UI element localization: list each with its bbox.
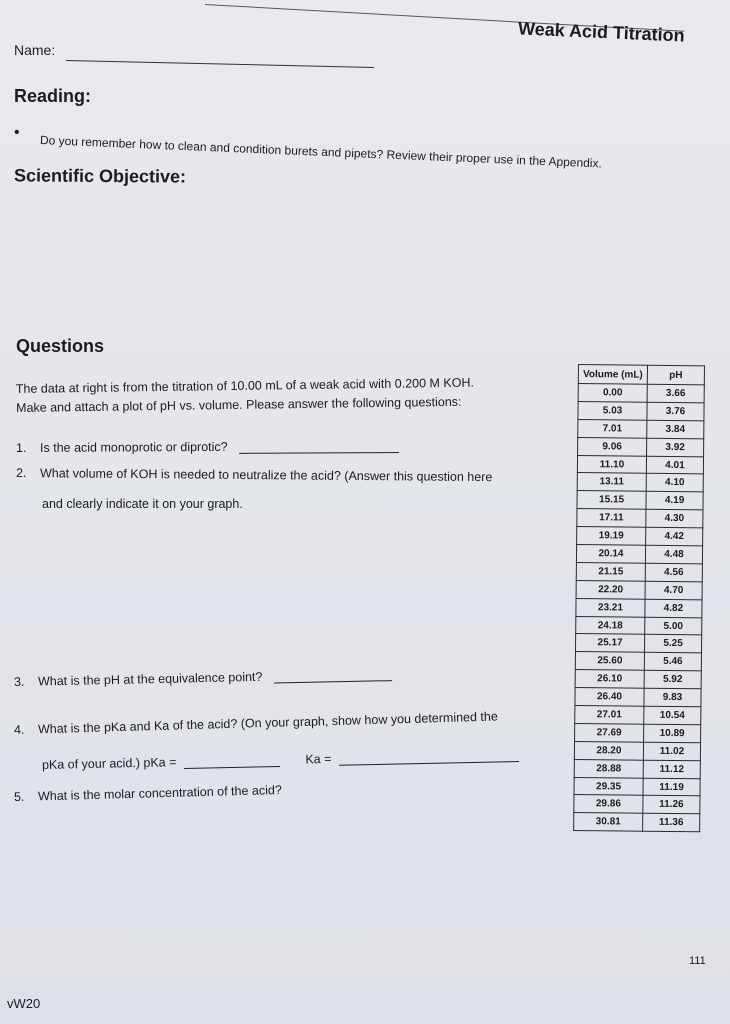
table-row [576, 545, 702, 564]
ph-cell: 10.54 [644, 706, 701, 724]
table-row [577, 509, 703, 528]
volume-cell: 20.14 [576, 545, 645, 564]
reading-heading: Reading: [14, 86, 92, 106]
ph-cell: 3.66 [647, 384, 704, 402]
objective-heading: Scientific Objective: [13, 165, 187, 187]
ph-cell: 4.82 [645, 599, 702, 617]
table-row [574, 741, 700, 760]
ph-cell: 11.12 [643, 760, 700, 778]
ph-cell: 4.48 [645, 545, 702, 563]
table-row [576, 616, 702, 635]
name-label: Name: [14, 42, 56, 58]
question-2 [16, 466, 492, 484]
question-4-text: What is the pKa and Ka of the acid? (On your graph, show how you determined the [37, 709, 499, 737]
table-body [574, 384, 705, 833]
questions-intro [16, 374, 475, 418]
volume-cell: 7.01 [578, 419, 647, 438]
volume-cell: 0.00 [578, 384, 647, 403]
volume-cell: 15.15 [577, 491, 646, 510]
ph-cell: 4.30 [646, 509, 703, 527]
table-row [577, 527, 703, 546]
ph-cell: 3.92 [647, 438, 704, 456]
question-1-answer-blank[interactable] [239, 440, 399, 454]
volume-cell: 23.21 [576, 598, 645, 617]
table-row [577, 491, 703, 510]
question-3-number: 3. [13, 674, 25, 689]
ph-cell: 4.70 [645, 581, 702, 599]
volume-cell: 24.18 [576, 616, 645, 635]
table-row [578, 384, 704, 403]
question-1 [16, 439, 399, 455]
table-row [577, 473, 703, 492]
questions-heading: Questions [16, 336, 105, 356]
question-4-pka-label: pKa of your acid.) pKa = [41, 755, 177, 772]
question-4-continued [42, 748, 519, 772]
question-2-number: 2. [15, 466, 27, 481]
volume-cell: 28.20 [574, 741, 643, 760]
volume-cell: 11.10 [577, 455, 646, 474]
question-1-text: Is the acid monoprotic or diprotic? [39, 439, 228, 455]
ph-cell: 3.76 [647, 402, 704, 420]
question-4 [14, 709, 498, 737]
pka-answer-blank[interactable] [184, 754, 280, 769]
volume-cell: 22.20 [576, 580, 645, 599]
ph-cell: 4.42 [646, 527, 703, 545]
ph-cell: 11.19 [643, 778, 700, 796]
table-row [574, 795, 700, 814]
volume-cell: 27.69 [575, 723, 644, 742]
table-row [574, 759, 700, 778]
question-5 [14, 783, 282, 804]
ph-cell: 9.83 [644, 688, 701, 706]
volume-cell: 29.86 [574, 795, 643, 814]
table-row [575, 652, 701, 671]
table-row [577, 455, 703, 474]
volume-cell: 5.03 [578, 401, 647, 420]
ph-cell: 4.19 [646, 492, 703, 510]
question-4-ka-label: Ka = [305, 751, 332, 767]
table-row [575, 688, 701, 707]
table-row [575, 634, 701, 653]
table-row [576, 580, 702, 599]
intro-line-2: Make and attach a plot of pH vs. volume. Please answer the following questions: [16, 394, 462, 415]
volume-cell: 29.35 [574, 777, 643, 796]
footer-code: vW20 [7, 996, 41, 1011]
volume-cell: 26.40 [575, 688, 644, 707]
ph-cell: 4.01 [646, 456, 703, 474]
page-title: Weak Acid Titration [517, 18, 686, 46]
volume-cell: 30.81 [574, 813, 643, 832]
table-row [578, 437, 704, 456]
volume-cell: 13.11 [577, 473, 646, 492]
reading-text: Do you remember how to clean and condition burets and pipets? Review their proper use in the Appendix. [39, 133, 603, 171]
table-row [578, 419, 704, 438]
volume-cell: 25.60 [575, 652, 644, 671]
question-2-continued: and clearly indicate it on your graph. [42, 497, 243, 511]
table-row [574, 777, 700, 796]
question-3 [14, 667, 392, 689]
column-header-volume: Volume (mL) [578, 365, 647, 385]
question-3-text: What is the pH at the equivalence point? [37, 669, 263, 689]
volume-cell: 21.15 [576, 562, 645, 581]
table-row [575, 706, 701, 725]
question-5-text: What is the molar concentration of the acid? [37, 782, 282, 804]
question-2-text: What volume of KOH is needed to neutralize the acid? (Answer this question here [39, 466, 493, 485]
ph-cell: 10.89 [644, 724, 701, 742]
ph-cell: 4.10 [646, 474, 703, 492]
intro-line-1: The data at right is from the titration of 10.00 mL of a weak acid with 0.200 M KOH. [15, 375, 475, 397]
table-row [576, 562, 702, 581]
column-header-ph: pH [647, 365, 704, 385]
ph-cell: 5.25 [644, 635, 701, 653]
table-row [575, 670, 701, 689]
titration-data-table [573, 364, 705, 833]
table-row [576, 598, 702, 617]
ph-cell: 11.26 [643, 796, 700, 814]
volume-cell: 28.88 [574, 759, 643, 778]
ph-cell: 5.46 [644, 653, 701, 671]
volume-cell: 27.01 [575, 706, 644, 725]
ph-cell: 5.92 [644, 670, 701, 688]
table-row [574, 813, 700, 832]
table-row [575, 723, 701, 742]
ph-cell: 5.00 [645, 617, 702, 635]
name-blank[interactable] [66, 60, 374, 68]
page-number: 111 [689, 955, 706, 967]
question-3-answer-blank[interactable] [274, 668, 392, 683]
ph-cell: 11.36 [643, 814, 700, 832]
volume-cell: 19.19 [577, 527, 646, 546]
question-4-number: 4. [13, 722, 25, 737]
volume-cell: 25.17 [575, 634, 644, 653]
volume-cell: 26.10 [575, 670, 644, 689]
ph-cell: 3.84 [647, 420, 704, 438]
volume-cell: 9.06 [578, 437, 647, 456]
ka-answer-blank[interactable] [339, 749, 519, 766]
question-1-number: 1. [15, 440, 27, 456]
ph-cell: 11.02 [643, 742, 700, 760]
question-5-number: 5. [13, 789, 25, 804]
bullet-icon: • [14, 124, 20, 141]
volume-cell: 17.11 [577, 509, 646, 528]
table-row [578, 401, 704, 420]
table-header-row [578, 365, 704, 385]
ph-cell: 4.56 [645, 563, 702, 581]
